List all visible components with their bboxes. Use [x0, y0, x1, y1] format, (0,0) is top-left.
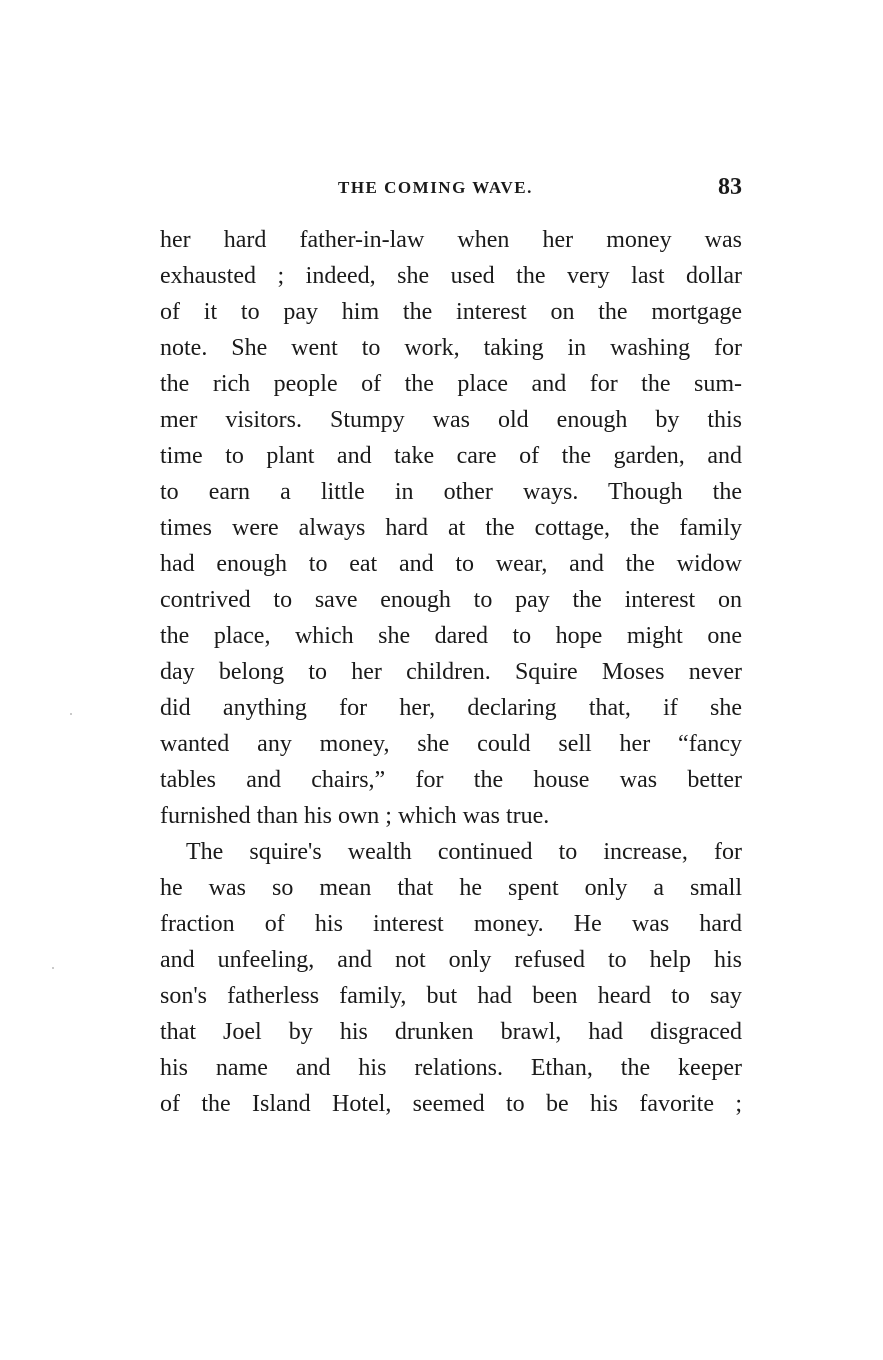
running-title: THE COMING WAVE.: [338, 178, 533, 197]
text-line: and unfeeling, and not only refused to help his: [160, 947, 742, 973]
paper-speck: [70, 713, 72, 715]
text-line: to earn a little in other ways. Though the: [160, 479, 742, 505]
paper-speck: [52, 967, 54, 969]
text-line: day belong to her children. Squire Moses never: [160, 659, 742, 685]
text-line: that Joel by his drunken brawl, had disgraced: [160, 1019, 742, 1045]
text-line: fraction of his interest money. He was hard: [160, 911, 742, 937]
text-line: the rich people of the place and for the sum-: [160, 371, 742, 397]
text-line: his name and his relations. Ethan, the keeper: [160, 1055, 742, 1081]
page-number: 83: [718, 174, 742, 200]
text-line: contrived to save enough to pay the interest on: [160, 587, 742, 613]
text-line: tables and chairs,” for the house was better: [160, 767, 742, 793]
text-line: he was so mean that he spent only a small: [160, 875, 742, 901]
text-line: of the Island Hotel, seemed to be his favorite ;: [160, 1091, 742, 1117]
text-line: did anything for her, declaring that, if she: [160, 695, 742, 721]
text-line: time to plant and take care of the garden, and: [160, 443, 742, 469]
text-line: note. She went to work, taking in washing for: [160, 335, 742, 361]
text-line: the place, which she dared to hope might one: [160, 623, 742, 649]
text-line: son's fatherless family, but had been heard to say: [160, 983, 742, 1009]
text-line: wanted any money, she could sell her “fancy: [160, 731, 742, 757]
text-line: had enough to eat and to wear, and the widow: [160, 551, 742, 577]
text-line: mer visitors. Stumpy was old enough by this: [160, 407, 742, 433]
text-line: times were always hard at the cottage, the family: [160, 515, 742, 541]
paragraph-end-line: furnished than his own ; which was true.: [160, 803, 550, 829]
text-line: of it to pay him the interest on the mortgage: [160, 299, 742, 325]
paragraph-start-line: The squire's wealth continued to increase, for: [186, 839, 742, 865]
body-text: [160, 222, 742, 1122]
text-line: her hard father-in-law when her money was: [160, 227, 742, 253]
page-header: [160, 174, 742, 206]
text-line: exhausted ; indeed, she used the very last dollar: [160, 263, 742, 289]
